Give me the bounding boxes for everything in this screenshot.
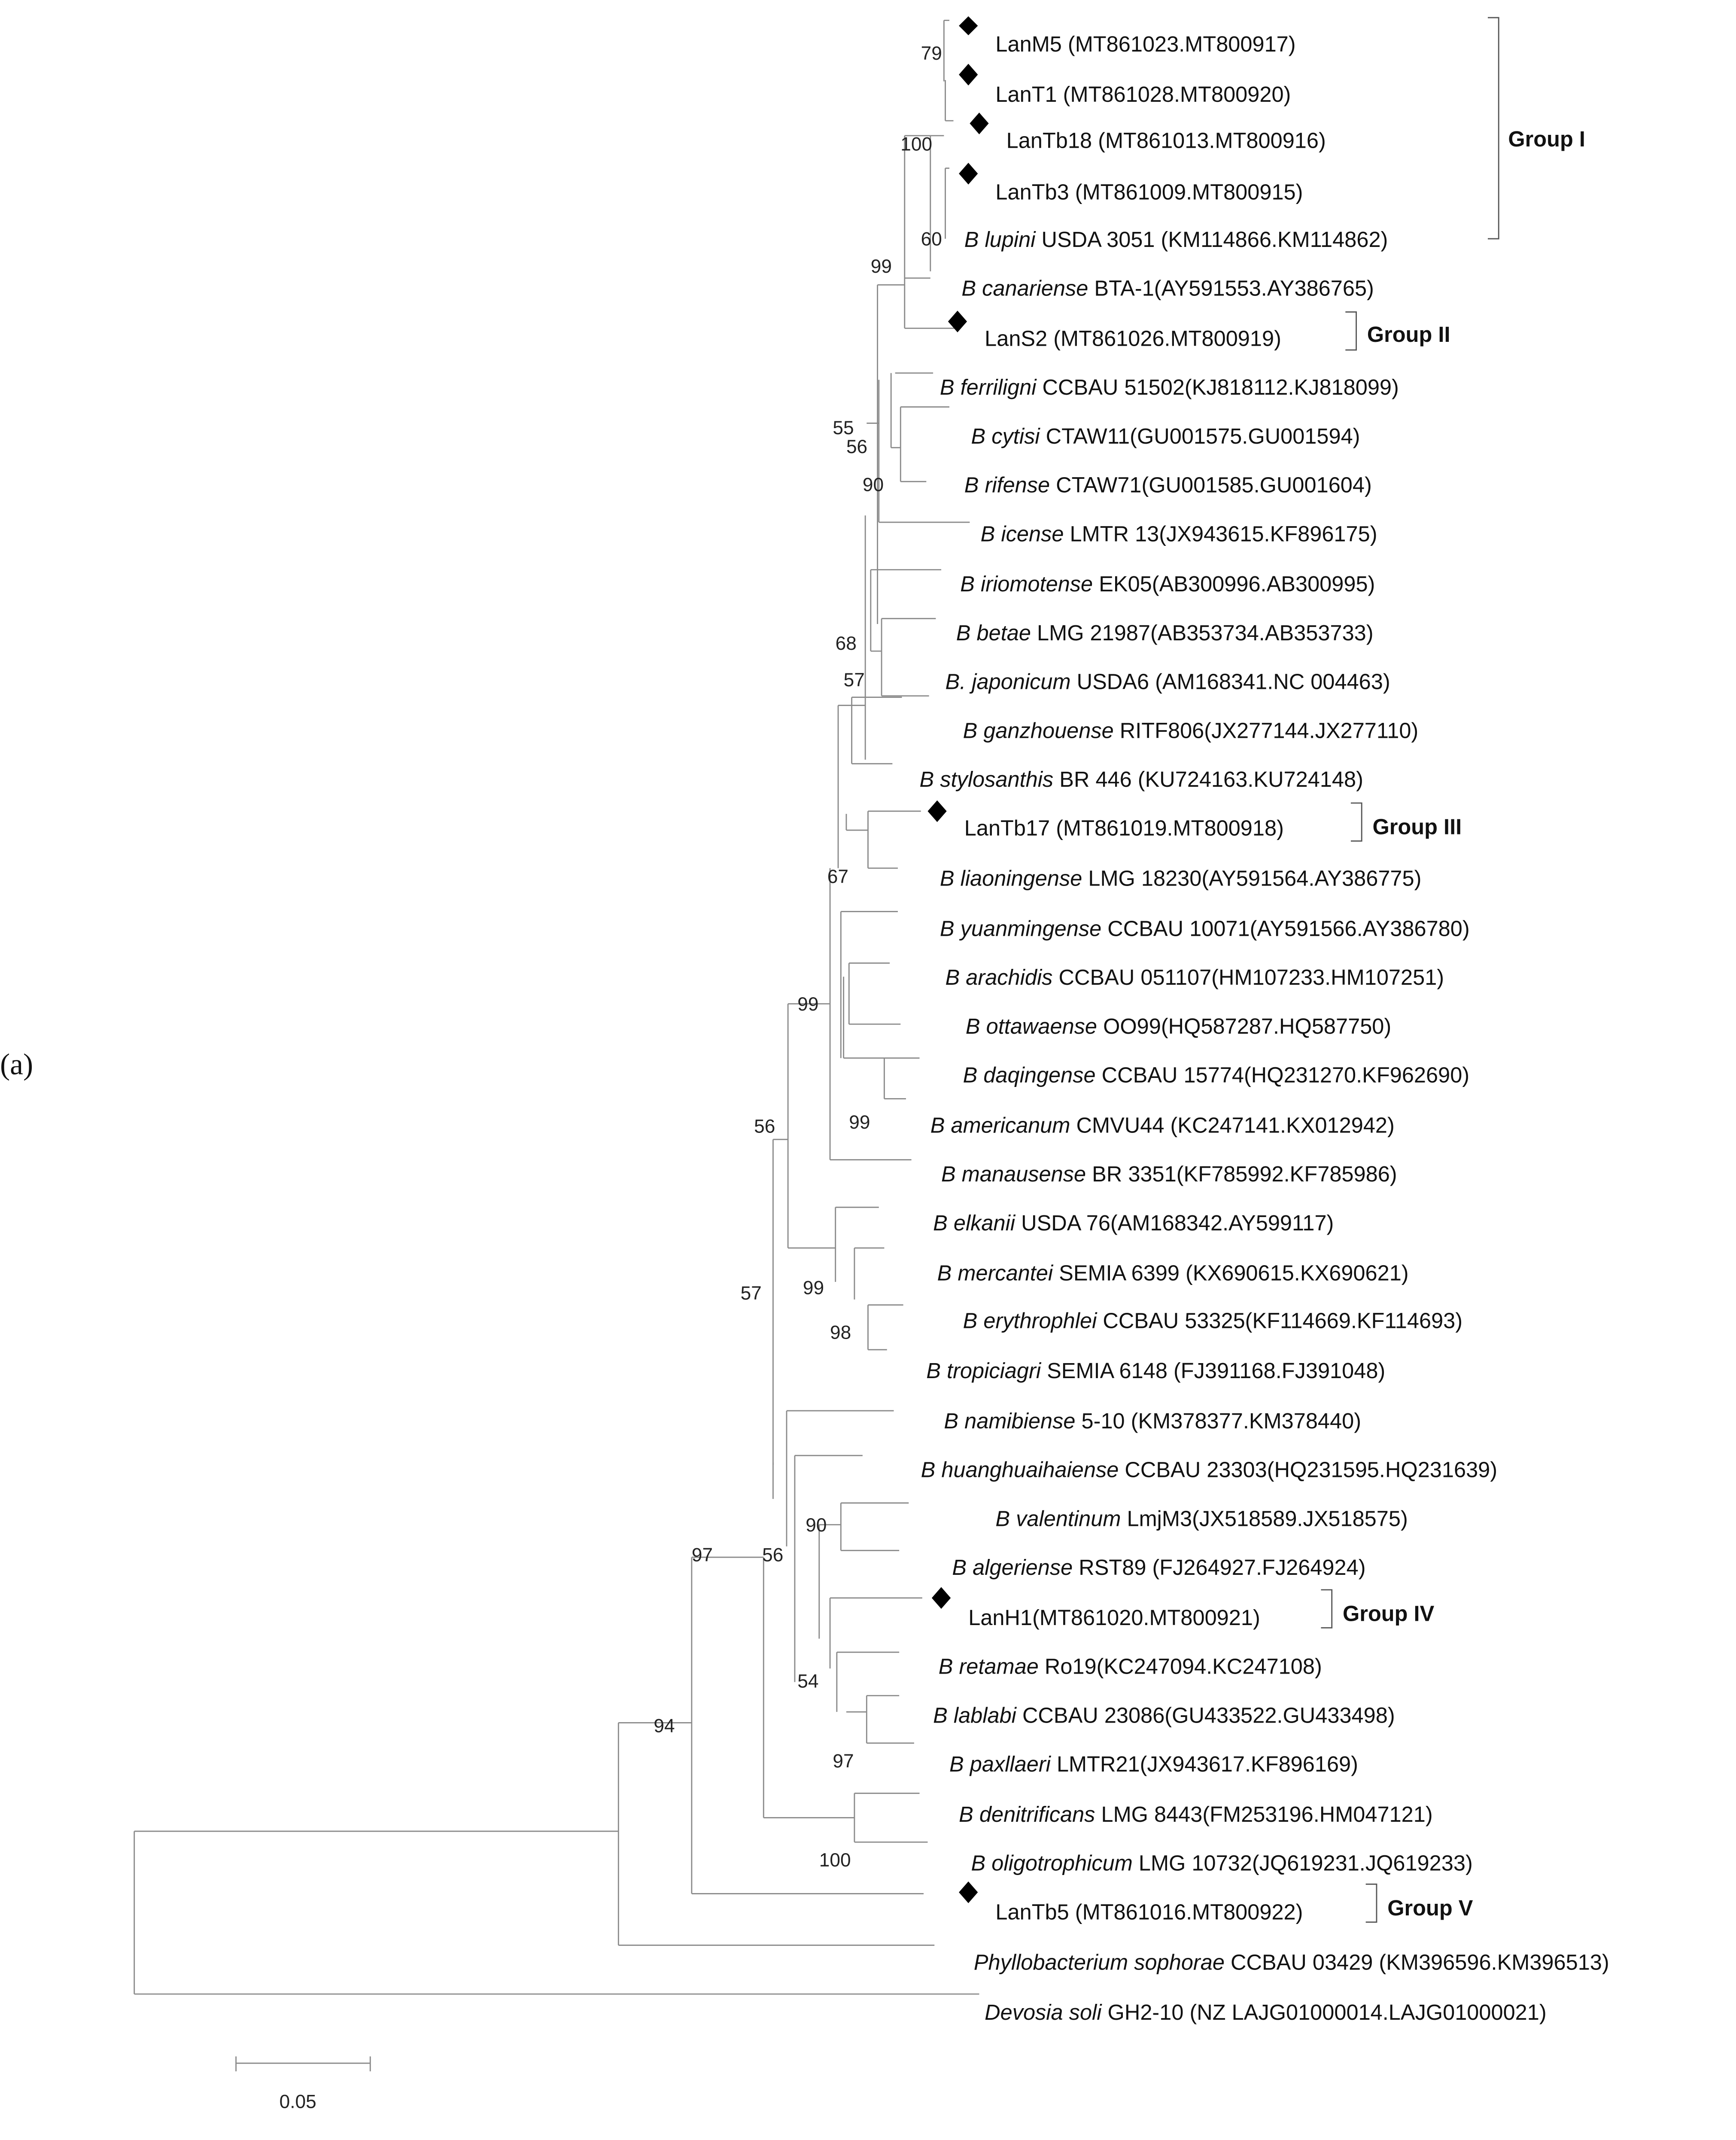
leaf-erythrophlei: B erythrophlei CCBAU 53325(KF114669.KF114693)	[963, 1308, 1463, 1333]
leaf-lant1	[959, 64, 1291, 106]
group-label-ii: Group II	[1367, 322, 1450, 347]
bootstrap-value: 57	[843, 670, 865, 691]
bootstrap-value: 60	[921, 228, 942, 250]
leaf-label: LanTb18 (MT861013.MT800916)	[1006, 128, 1326, 153]
bootstrap-value: 100	[900, 134, 933, 155]
leaf-tropiciagri: B tropiciagri SEMIA 6148 (FJ391168.FJ391048)	[926, 1358, 1386, 1383]
leaf-canariense: B canariense BTA-1(AY591553.AY386765)	[961, 276, 1374, 301]
bootstrap-value: 90	[806, 1515, 827, 1536]
leaf-iriomotense: B iriomotense EK05(AB300996.AB300995)	[960, 572, 1375, 597]
bootstrap-value: 99	[870, 256, 892, 277]
diamond-marker-icon	[959, 16, 978, 35]
bootstrap-value: 97	[691, 1544, 713, 1566]
leaf-daqingense: B daqingense CCBAU 15774(HQ231270.KF962690)	[963, 1062, 1470, 1087]
leaf-label: LanTb17 (MT861019.MT800918)	[964, 816, 1284, 840]
leaf-betae: B betae LMG 21987(AB353734.AB353733)	[956, 620, 1374, 645]
leaf-lantb5	[959, 1881, 1303, 1924]
group-label-v: Group V	[1387, 1895, 1473, 1920]
leaf-valentinum: B valentinum LmjM3(JX518589.JX518575)	[995, 1506, 1408, 1531]
leaf-phyllobacterium-sophorae: Phyllobacterium sophorae CCBAU 03429 (KM396596.KM396513)	[973, 1950, 1609, 1975]
leaf-label: LanTb3 (MT861009.MT800915)	[995, 180, 1303, 204]
bootstrap-value: 98	[830, 1322, 851, 1343]
bootstrap-value: 79	[921, 43, 942, 64]
leaf-ganzhouense: B ganzhouense RITF806(JX277144.JX277110)	[963, 718, 1419, 743]
leaf-mercantei: B mercantei SEMIA 6399 (KX690615.KX690621)	[937, 1260, 1409, 1285]
leaf-lantb3	[959, 163, 1303, 204]
scale-bar-label: 0.05	[279, 2091, 316, 2113]
bootstrap-value: 97	[833, 1750, 854, 1772]
leaf-manausense: B manausense BR 3351(KF785992.KF785986)	[941, 1162, 1397, 1187]
leaf-arachidis: B arachidis CCBAU 051107(HM107233.HM107251)	[945, 965, 1444, 990]
leaf-algeriense: B algeriense RST89 (FJ264927.FJ264924)	[952, 1555, 1366, 1580]
leaf-americanum: B americanum CMVU44 (KC247141.KX012942)	[930, 1113, 1395, 1138]
bootstrap-value: 100	[819, 1850, 851, 1871]
leaf-lantb18	[970, 113, 1326, 152]
bootstrap-value: 94	[654, 1715, 675, 1737]
leaf-label: LanTb5 (MT861016.MT800922)	[995, 1900, 1303, 1924]
leaf-lantb17	[927, 801, 1283, 840]
bootstrap-value: 54	[797, 1671, 819, 1692]
diamond-marker-icon	[932, 1587, 951, 1609]
leaf-label: LanT1 (MT861028.MT800920)	[995, 82, 1291, 107]
leaf-lablabi: B lablabi CCBAU 23086(GU433522.GU433498)	[933, 1703, 1395, 1728]
bootstrap-value: 56	[846, 436, 868, 457]
leaf-ottawaense: B ottawaense OO99(HQ587287.HQ587750)	[965, 1014, 1392, 1038]
leaf-lanm5	[959, 16, 1295, 56]
leaf-retamae: B retamae Ro19(KC247094.KC247108)	[938, 1654, 1322, 1679]
leaf-ferriligni: B ferriligni CCBAU 51502(KJ818112.KJ818099)	[939, 375, 1399, 400]
bootstrap-value: 56	[762, 1544, 784, 1566]
diamond-marker-icon	[959, 64, 978, 85]
leaf-cytisi: B cytisi CTAW11(GU001575.GU001594)	[971, 423, 1360, 448]
leaf-denitrificans: B denitrificans LMG 8443(FM253196.HM047121)	[959, 1802, 1433, 1826]
group-label-i: Group I	[1508, 127, 1585, 152]
leaf-lans2	[948, 310, 1281, 350]
bootstrap-value: 68	[835, 633, 857, 654]
leaf-japonicum: B. japonicum USDA6 (AM168341.NC 004463)	[945, 669, 1390, 694]
bootstrap-value: 55	[833, 417, 854, 438]
leaf-paxllaeri: B paxllaeri LMTR21(JX943617.KF896169)	[949, 1752, 1358, 1777]
leaf-lanh1	[932, 1587, 1260, 1630]
leaf-oligotrophicum: B oligotrophicum LMG 10732(JQ619231.JQ619233)	[971, 1851, 1473, 1875]
bootstrap-value: 99	[849, 1111, 870, 1133]
leaf-yuanmingense: B yuanmingense CCBAU 10071(AY591566.AY386780)	[939, 916, 1470, 941]
tree-branches	[134, 20, 979, 1994]
leaf-label: LanM5 (MT861023.MT800917)	[995, 32, 1296, 57]
leaf-liaoningense: B liaoningense LMG 18230(AY591564.AY386775)	[939, 866, 1422, 891]
bootstrap-value: 57	[740, 1282, 762, 1304]
leaf-lupini: B lupini USDA 3051 (KM114866.KM114862)	[964, 227, 1388, 252]
leaf-label: LanH1(MT861020.MT800921)	[968, 1605, 1260, 1630]
bootstrap-value: 56	[754, 1116, 775, 1137]
leaf-huanghuaihaiense: B huanghuaihaiense CCBAU 23303(HQ231595.HQ231639)	[921, 1457, 1498, 1482]
leaf-devosia-soli: Devosia soli GH2-10 (NZ LAJG01000014.LAJG01000021)	[985, 2000, 1547, 2025]
leaf-list	[920, 16, 1609, 2024]
bootstrap-value: 99	[797, 994, 819, 1015]
bootstrap-value: 99	[803, 1277, 824, 1299]
leaf-rifense: B rifense CTAW71(GU001585.GU001604)	[964, 472, 1372, 497]
leaf-icense: B icense LMTR 13(JX943615.KF896175)	[980, 521, 1377, 546]
panel-label: (a)	[0, 1048, 33, 1081]
diamond-marker-icon	[959, 163, 978, 185]
diamond-marker-icon	[959, 1881, 978, 1903]
leaf-elkanii: B elkanii USDA 76(AM168342.AY599117)	[933, 1210, 1334, 1235]
leaf-label: LanS2 (MT861026.MT800919)	[985, 326, 1281, 351]
diamond-marker-icon	[970, 113, 988, 134]
leaf-stylosanthis: B stylosanthis BR 446 (KU724163.KU724148)	[919, 767, 1363, 791]
bootstrap-value: 90	[862, 474, 884, 496]
group-label-iii: Group III	[1372, 814, 1462, 839]
diamond-marker-icon	[948, 310, 967, 332]
leaf-namibiense: B namibiense 5-10 (KM378377.KM378440)	[944, 1409, 1362, 1434]
group-label-iv: Group IV	[1343, 1601, 1435, 1626]
bootstrap-value: 67	[827, 866, 848, 888]
diamond-marker-icon	[927, 801, 946, 822]
scale-bar	[236, 2056, 371, 2112]
bootstrap-values	[654, 43, 942, 1871]
